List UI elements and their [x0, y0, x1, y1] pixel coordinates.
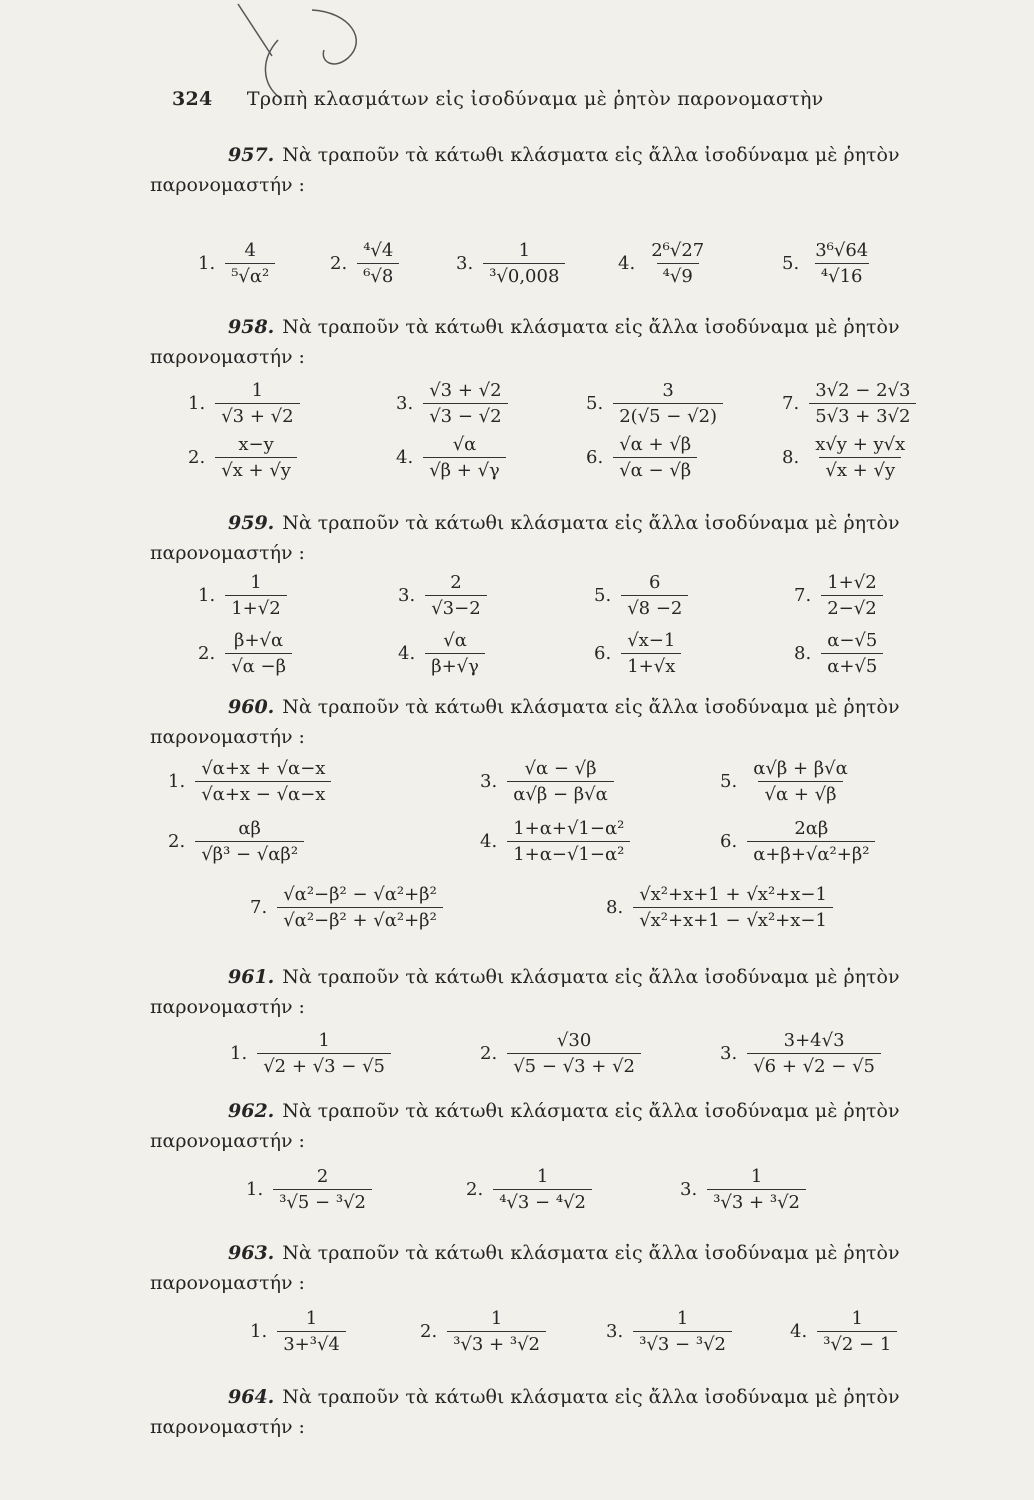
exercise-item — [396, 380, 508, 427]
exercise-item — [198, 240, 275, 287]
exercise-instruction — [150, 962, 980, 992]
instruction-text-cont: παρονομαστήν : — [150, 726, 305, 748]
exercise-item — [480, 1030, 641, 1077]
numerator: √α²−β² − √α²+β² — [283, 884, 437, 905]
fraction — [483, 240, 565, 287]
exercise-item — [480, 758, 614, 805]
instruction-text-cont: παρονομαστήν : — [150, 174, 305, 196]
denominator: √6 + √2 − √5 — [747, 1053, 881, 1077]
item-label: 1. — [250, 1321, 268, 1342]
exercise-item — [790, 1308, 897, 1355]
exercise-item — [782, 380, 916, 427]
exercise-item — [188, 380, 300, 427]
denominator: √5 − √3 + √2 — [507, 1053, 641, 1077]
numerator: 1+√2 — [827, 572, 877, 593]
fraction-row — [150, 884, 980, 950]
exercise-item — [782, 434, 911, 481]
numerator: 1 — [518, 240, 531, 261]
denominator: ⁴√16 — [815, 263, 869, 287]
denominator: √α+x − √α−x — [195, 781, 331, 805]
fraction — [357, 240, 399, 287]
item-label: 4. — [790, 1321, 808, 1342]
item-label: 5. — [782, 253, 800, 274]
fraction-row — [150, 818, 980, 884]
fraction — [215, 434, 297, 481]
denominator: 2−√2 — [821, 595, 882, 619]
instruction-text: Νὰ τραποῦν τὰ κάτωθι κλάσματα εἰς ἄλλα ἰσοδύναμα μὲ ῥητὸν — [282, 1386, 900, 1408]
exercise-item — [198, 572, 287, 619]
denominator: √2 + √3 − √5 — [257, 1053, 391, 1077]
item-label: 2. — [330, 253, 348, 274]
denominator: √3−2 — [425, 595, 486, 619]
exercise-item — [420, 1308, 546, 1355]
item-label: 1. — [188, 393, 206, 414]
exercise-number: 957. — [228, 144, 275, 166]
instruction-text: Νὰ τραποῦν τὰ κάτωθι κλάσματα εἰς ἄλλα ἰσοδύναμα μὲ ῥητὸν — [282, 1100, 900, 1122]
item-label: 1. — [198, 253, 216, 274]
numerator: 2⁶√27 — [651, 240, 705, 261]
fraction — [613, 380, 723, 427]
exercise-item — [594, 630, 681, 677]
denominator: α√β − β√α — [507, 781, 614, 805]
numerator: 3⁶√64 — [815, 240, 869, 261]
denominator: ³√3 + ³√2 — [447, 1331, 546, 1355]
numerator: x−y — [238, 434, 274, 455]
instruction-text: Νὰ τραποῦν τὰ κάτωθι κλάσματα εἰς ἄλλα ἰσοδύναμα μὲ ῥητὸν — [282, 316, 900, 338]
fraction — [225, 240, 275, 287]
denominator: ³√2 − 1 — [817, 1331, 897, 1355]
item-label: 6. — [720, 831, 738, 852]
denominator: √8 −2 — [621, 595, 688, 619]
denominator: √x + √y — [215, 457, 297, 481]
item-label: 4. — [618, 253, 636, 274]
item-label: 3. — [398, 585, 416, 606]
exercise-item — [586, 434, 697, 481]
exercise-item — [720, 1030, 881, 1077]
instruction-text-cont: παρονομαστήν : — [150, 542, 305, 564]
exercise-item — [198, 630, 292, 677]
exercise-instruction — [150, 312, 980, 342]
exercise-item — [480, 818, 630, 865]
exercise-item — [188, 434, 297, 481]
item-label: 3. — [680, 1179, 698, 1200]
exercise-item — [250, 884, 443, 931]
fraction — [613, 434, 697, 481]
item-label: 8. — [606, 897, 624, 918]
fraction — [747, 758, 854, 805]
numerator: 1 — [250, 572, 262, 593]
item-label: 6. — [586, 447, 604, 468]
item-label: 2. — [480, 1043, 498, 1064]
exercise-item — [618, 240, 710, 287]
exercise-item — [782, 240, 874, 287]
numerator: 3√2 − 2√3 — [815, 380, 911, 401]
item-label: 5. — [720, 771, 738, 792]
fraction — [277, 884, 443, 931]
fraction — [507, 1030, 641, 1077]
exercise-instruction — [150, 1096, 980, 1126]
item-label: 3. — [720, 1043, 738, 1064]
numerator: 6 — [649, 572, 661, 593]
denominator: 5√3 + 3√2 — [809, 403, 916, 427]
denominator: 1+√2 — [225, 595, 286, 619]
exercise-964 — [150, 1382, 980, 1442]
exercise-instruction — [150, 692, 980, 722]
fraction — [447, 1308, 546, 1355]
item-label: 3. — [480, 771, 498, 792]
numerator: 3 — [662, 380, 674, 401]
fraction — [621, 630, 681, 677]
exercise-item — [680, 1166, 806, 1213]
item-label: 8. — [782, 447, 800, 468]
exercise-item — [396, 434, 506, 481]
item-label: 1. — [198, 585, 216, 606]
item-label: 4. — [396, 447, 414, 468]
exercise-961 — [150, 962, 980, 1094]
instruction-text-cont: παρονομαστήν : — [150, 346, 305, 368]
exercise-962 — [150, 1096, 980, 1232]
numerator: ⁴√4 — [363, 240, 394, 261]
instruction-text-cont: παρονομαστήν : — [150, 1272, 305, 1294]
exercise-number: 958. — [228, 316, 275, 338]
instruction-text: Νὰ τραποῦν τὰ κάτωθι κλάσματα εἰς ἄλλα ἰσοδύναμα μὲ ῥητὸν — [282, 512, 900, 534]
item-label: 6. — [594, 643, 612, 664]
fraction — [621, 572, 688, 619]
numerator: β+√α — [234, 630, 284, 651]
fraction — [257, 1030, 391, 1077]
exercise-instruction — [150, 1382, 980, 1412]
numerator: √α + √β — [619, 434, 692, 455]
denominator: ⁴√9 — [657, 263, 699, 287]
denominator: α+√5 — [821, 653, 883, 677]
numerator: 1 — [676, 1308, 689, 1329]
exercise-item — [594, 572, 688, 619]
fraction — [633, 1308, 732, 1355]
numerator: √x²+x+1 + √x²+x−1 — [639, 884, 827, 905]
exercise-item — [606, 884, 833, 931]
denominator: 1+√x — [621, 653, 681, 677]
instruction-text: Νὰ τραποῦν τὰ κάτωθι κλάσματα εἰς ἄλλα ἰσοδύναμα μὲ ῥητὸν — [282, 696, 900, 718]
denominator: 2(√5 − √2) — [613, 403, 723, 427]
exercise-number: 963. — [228, 1242, 275, 1264]
fraction-row — [150, 1156, 980, 1232]
denominator: 3+³√4 — [277, 1331, 346, 1355]
denominator: ⁶√8 — [357, 263, 399, 287]
item-label: 3. — [456, 253, 474, 274]
fraction — [423, 380, 507, 427]
instruction-text: Νὰ τραποῦν τὰ κάτωθι κλάσματα εἰς ἄλλα ἰσοδύναμα μὲ ῥητὸν — [282, 1242, 900, 1264]
numerator: √α − √β — [524, 758, 597, 779]
instruction-text: Νὰ τραποῦν τὰ κάτωθι κλάσματα εἰς ἄλλα ἰσοδύναμα μὲ ῥητὸν — [282, 966, 900, 988]
exercise-item — [606, 1308, 732, 1355]
exercise-960 — [150, 692, 980, 950]
fraction — [277, 1308, 346, 1355]
numerator: 1 — [251, 380, 264, 401]
denominator: ³√3 − ³√2 — [633, 1331, 732, 1355]
exercise-instruction — [150, 508, 980, 538]
item-label: 2. — [420, 1321, 438, 1342]
exercise-number: 959. — [228, 512, 275, 534]
numerator: 1 — [305, 1308, 318, 1329]
item-label: 7. — [250, 897, 268, 918]
numerator: αβ — [238, 818, 261, 839]
exercise-963 — [150, 1238, 980, 1378]
exercise-item — [720, 758, 854, 805]
item-label: 5. — [586, 393, 604, 414]
item-label: 7. — [794, 585, 812, 606]
exercise-item — [398, 572, 487, 619]
exercise-item — [246, 1166, 372, 1213]
fraction — [425, 572, 486, 619]
fraction-row — [150, 372, 980, 434]
exercise-item — [794, 572, 883, 619]
fraction — [225, 572, 286, 619]
exercise-957 — [150, 140, 980, 320]
item-label: 3. — [606, 1321, 624, 1342]
fraction-row — [150, 434, 980, 496]
denominator: √α²−β² + √α²+β² — [277, 907, 443, 931]
exercise-item — [398, 630, 485, 677]
denominator: √β + √γ — [423, 457, 506, 481]
denominator: √β³ − √αβ² — [195, 841, 304, 865]
item-label: 4. — [398, 643, 416, 664]
fraction — [645, 240, 710, 287]
fraction — [273, 1166, 372, 1213]
numerator: α√β + β√α — [753, 758, 848, 779]
item-label: 2. — [198, 643, 216, 664]
fraction — [809, 380, 916, 427]
exercise-instruction — [150, 1238, 980, 1268]
numerator: √α — [443, 630, 467, 651]
exercise-number: 961. — [228, 966, 275, 988]
instruction-text-cont: παρονομαστήν : — [150, 1130, 305, 1152]
instruction-text-cont: παρονομαστήν : — [150, 1416, 305, 1438]
fraction-row — [150, 568, 980, 630]
denominator: β+√γ — [425, 653, 485, 677]
exercise-instruction — [150, 140, 980, 170]
item-label: 2. — [466, 1179, 484, 1200]
fraction — [215, 380, 299, 427]
fraction — [809, 434, 911, 481]
denominator: ³√0,008 — [483, 263, 565, 287]
item-label: 1. — [246, 1179, 264, 1200]
numerator: 2 — [316, 1166, 329, 1187]
item-label: 7. — [782, 393, 800, 414]
fraction — [225, 630, 292, 677]
exercise-item — [794, 630, 883, 677]
numerator: √3 + √2 — [429, 380, 502, 401]
fraction — [195, 818, 304, 865]
exercise-item — [586, 380, 723, 427]
numerator: √x−1 — [627, 630, 676, 651]
denominator: √α −β — [225, 653, 292, 677]
denominator: ⁵√α² — [225, 263, 275, 287]
item-label: 3. — [396, 393, 414, 414]
exercise-item — [250, 1308, 346, 1355]
fraction-row — [150, 630, 980, 692]
item-label: 1. — [168, 771, 186, 792]
numerator: 1 — [750, 1166, 763, 1187]
numerator: 2 — [450, 572, 462, 593]
fraction — [821, 630, 883, 677]
fraction — [747, 818, 875, 865]
item-label: 2. — [168, 831, 186, 852]
numerator: 1+α+√1−α² — [513, 818, 625, 839]
fraction — [809, 240, 874, 287]
item-label: 4. — [480, 831, 498, 852]
instruction-text: Νὰ τραποῦν τὰ κάτωθι κλάσματα εἰς ἄλλα ἰσοδύναμα μὲ ῥητὸν — [282, 144, 900, 166]
fraction — [493, 1166, 592, 1213]
denominator: √α + √β — [758, 781, 842, 805]
exercise-958 — [150, 312, 980, 496]
exercise-number: 962. — [228, 1100, 275, 1122]
exercise-959 — [150, 508, 980, 692]
numerator: 1 — [536, 1166, 549, 1187]
numerator: 2αβ — [794, 818, 829, 839]
denominator: √3 + √2 — [215, 403, 299, 427]
numerator: α−√5 — [827, 630, 878, 651]
fraction — [821, 572, 882, 619]
fraction — [423, 434, 506, 481]
fraction — [507, 758, 614, 805]
page-header — [172, 88, 824, 110]
item-label: 2. — [188, 447, 206, 468]
fraction — [195, 758, 331, 805]
numerator: 1 — [490, 1308, 503, 1329]
exercise-item — [168, 818, 304, 865]
denominator: ³√5 − ³√2 — [273, 1189, 372, 1213]
numerator: 1 — [851, 1308, 863, 1329]
numerator: 3+4√3 — [783, 1030, 845, 1051]
page-number: 324 — [172, 88, 213, 110]
exercise-item — [168, 758, 331, 805]
exercise-number: 960. — [228, 696, 275, 718]
numerator: √α — [452, 434, 477, 455]
fraction-row — [150, 752, 980, 818]
running-title: Τροπὴ κλασμάτων εἰς ἰσοδύναμα μὲ ῥητὸν παρονομαστὴν — [246, 88, 824, 110]
numerator: √α+x + √α−x — [201, 758, 326, 779]
exercise-item — [330, 240, 399, 287]
item-label: 8. — [794, 643, 812, 664]
fraction-row — [150, 1298, 980, 1378]
fraction — [507, 818, 630, 865]
denominator: α+β+√α²+β² — [747, 841, 875, 865]
fraction — [633, 884, 833, 931]
denominator: √x²+x+1 − √x²+x−1 — [633, 907, 833, 931]
denominator: √3 − √2 — [423, 403, 507, 427]
denominator: √x + √y — [819, 457, 901, 481]
fraction — [747, 1030, 881, 1077]
fraction — [707, 1166, 806, 1213]
exercise-item — [720, 818, 875, 865]
denominator: 1+α−√1−α² — [507, 841, 630, 865]
fraction-row — [150, 1022, 980, 1094]
exercise-item — [230, 1030, 391, 1077]
exercise-item — [466, 1166, 592, 1213]
denominator: ⁴√3 − ⁴√2 — [493, 1189, 592, 1213]
numerator: x√y + y√x — [815, 434, 906, 455]
item-label: 1. — [230, 1043, 248, 1064]
denominator: ³√3 + ³√2 — [707, 1189, 806, 1213]
fraction — [425, 630, 485, 677]
fraction-row — [150, 200, 980, 320]
item-label: 5. — [594, 585, 612, 606]
exercise-item — [456, 240, 565, 287]
instruction-text-cont: παρονομαστήν : — [150, 996, 305, 1018]
numerator: 1 — [318, 1030, 330, 1051]
exercise-number: 964. — [228, 1386, 275, 1408]
fraction — [817, 1308, 897, 1355]
numerator: 4 — [244, 240, 256, 261]
numerator: √30 — [556, 1030, 592, 1051]
denominator: √α − √β — [613, 457, 697, 481]
